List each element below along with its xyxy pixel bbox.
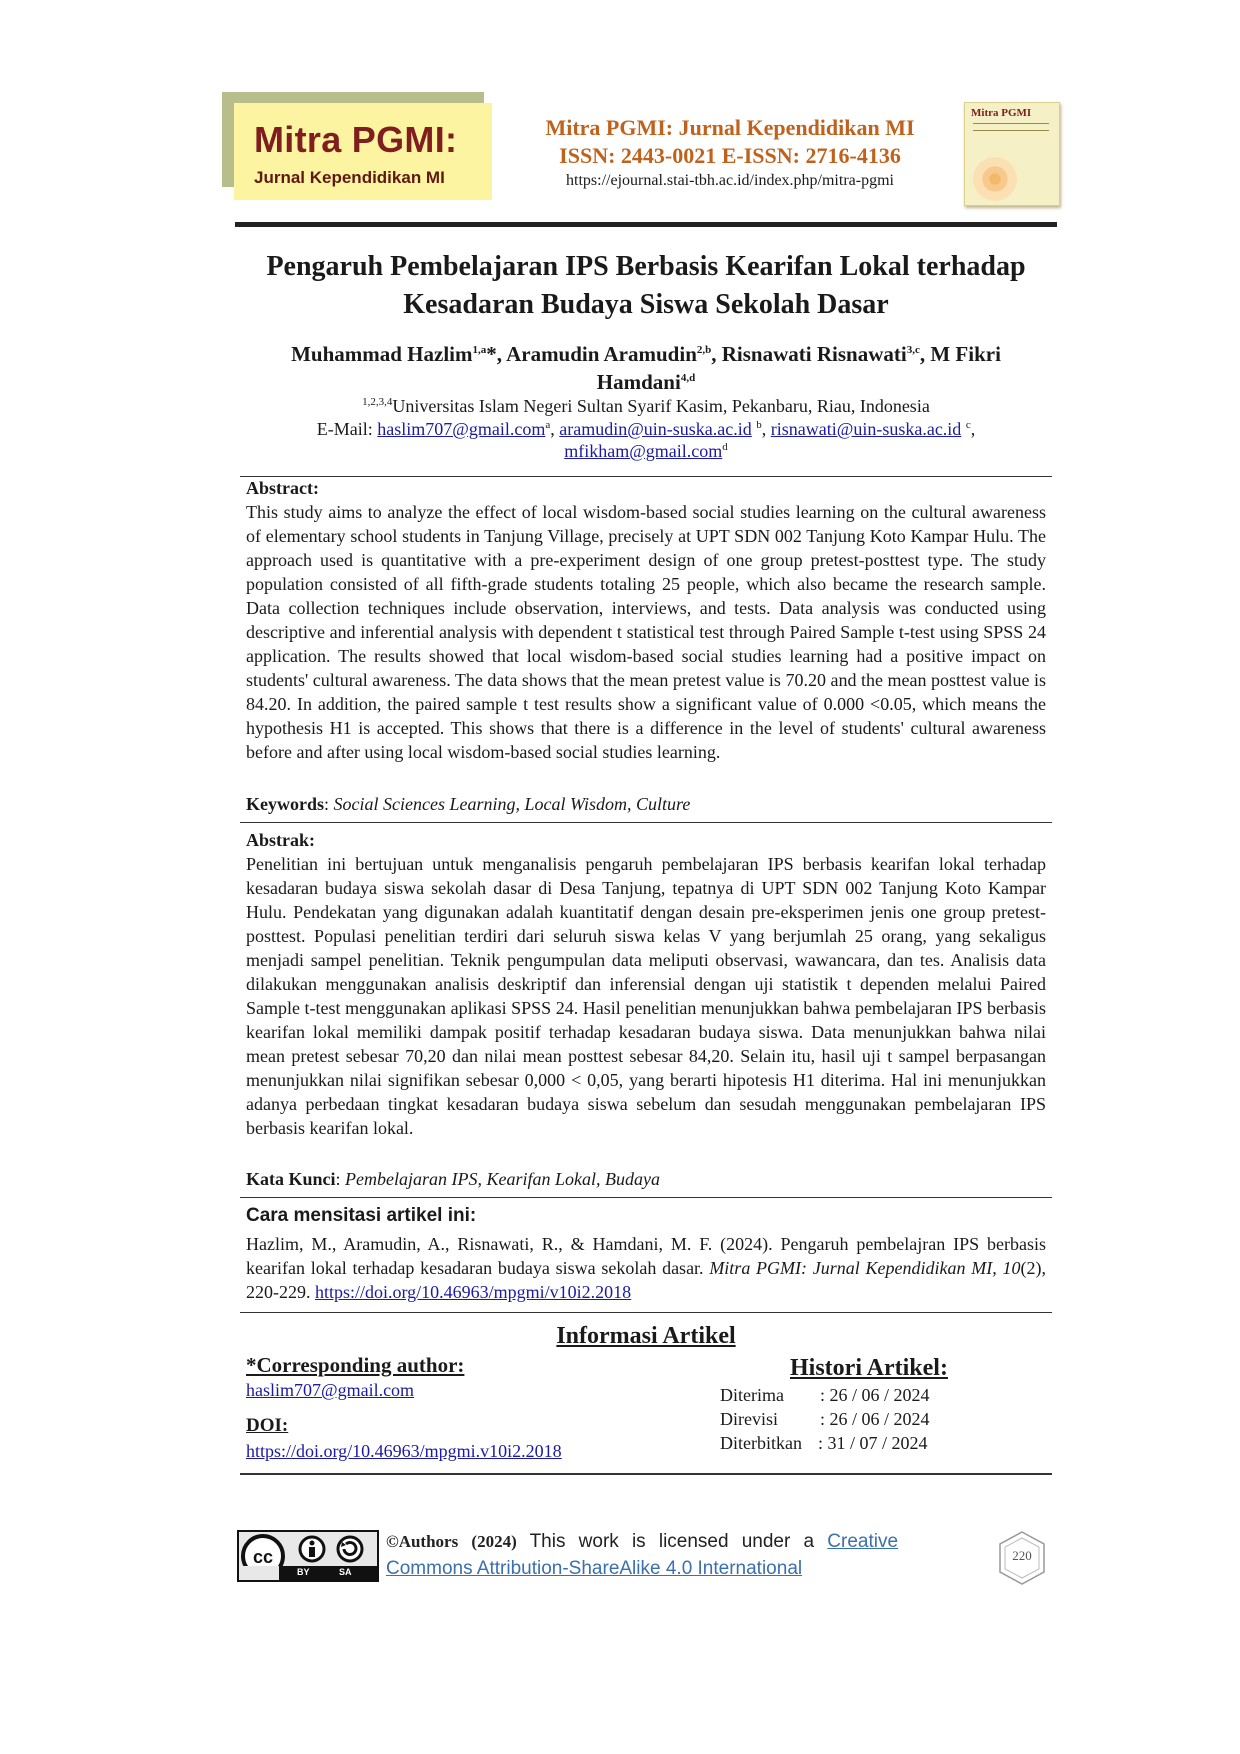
- email-list: [240, 418, 1052, 462]
- corresponding-mark: *: [486, 342, 497, 366]
- email-label: E-Mail:: [316, 419, 373, 439]
- history-value: : 26 / 06 / 2024: [820, 1409, 930, 1429]
- article-title: [230, 248, 1062, 324]
- keywords: Keywords: Social Sciences Learning, Local Wisdom, Culture: [246, 794, 691, 814]
- citation-body: Hazlim, M., Aramudin, A., Risnawati, R., & Hamdani, M. F. (2024). Pengaruh pembelajran IPS berbasis kearifan lokal terhadap kesadaran budaya siswa sekolah dasar.: [246, 1234, 1046, 1278]
- divider: [240, 1197, 1052, 1198]
- logo-subtitle: Jurnal Kependidikan MI: [254, 168, 445, 187]
- title-line-1: Pengaruh Pembelajaran IPS Berbasis Kearifan Lokal terhadap: [266, 251, 1026, 282]
- journal-cover-thumbnail: [964, 102, 1060, 206]
- kata-kunci: Kata Kunci: Pembelajaran IPS, Kearifan Lokal, Budaya: [246, 1169, 660, 1189]
- article-info-title: Informasi Artikel: [556, 1323, 736, 1349]
- abstrak-label: Abstrak:: [246, 830, 316, 850]
- logo-title: Mitra PGMI:: [254, 119, 458, 160]
- citation-text: [246, 1232, 1046, 1304]
- citation-doi-link[interactable]: https://doi.org/10.46963/mpgmi/v10i2.2018: [315, 1282, 632, 1302]
- header-divider: [235, 222, 1057, 227]
- history-value: : 26 / 06 / 2024: [820, 1385, 930, 1405]
- keywords-text: Social Sciences Learning, Local Wisdom, Culture: [333, 794, 691, 814]
- author-sup: 4,d: [680, 372, 696, 384]
- email-line-2: [240, 440, 1052, 462]
- page-number-badge: [992, 1530, 1052, 1586]
- history-label: Diterima: [720, 1385, 784, 1405]
- license-link-part1[interactable]: Creative: [827, 1531, 899, 1552]
- author-name: Risnawati Risnawati: [721, 342, 907, 366]
- history-label: Diterbitkan: [720, 1433, 802, 1453]
- cc-sa-label: SA: [339, 1567, 352, 1577]
- keywords-label: Keywords: [246, 794, 324, 814]
- email-link[interactable]: mfikham@gmail.com: [564, 441, 723, 461]
- divider: [240, 822, 1052, 823]
- abstrak-text: Penelitian ini bertujuan untuk menganalisis pengaruh pembelajaran IPS berbasis kearifan lokal terhadap kesadaran budaya siswa sekolah dasar di Desa Tanjung, tepatnya di UPT SDN 002 Tanjung Koto Kampar Hulu. Pendekatan yang digunakan adalah kuantitatif dengan desain pre-eksperimen jenis one group pretest-posttest. Populasi penelitian terdiri dari seluruh siswa kelas V yang berjumlah 25 orang, yang sekaligus menjadi sampel penelitian. Teknik pengumpulan data meliputi observasi, wawancara, dan tes. Analisis data dilakukan menggunakan analisis deskriptif dan inferensial dengan uji statistik t dependen melalui Paired Sample t-test menggunakan aplikasi SPSS 24. Hasil penelitian menunjukkan bahwa pembelajaran IPS berbasis kearifan lokal memiliki dampak positif terhadap kesadaran budaya siswa. Data menunjukkan bahwa nilai mean pretest sebesar 70,20 dan nilai mean posttest sebesar 84,20. Selain itu, hasil uji t sampel berpasangan menunjukkan nilai signifikan sebesar 0,000 < 0,05, yang berarti hipotesis H1 diterima. Hal ini menunjukkan adanya perbedaan tingkat kesadaran budaya siswa sebelum dan sesudah menggunakan pembelajaran IPS berbasis kearifan lokal.: [246, 854, 1046, 1138]
- cc-license-badge[interactable]: [237, 1530, 379, 1582]
- author-name: Muhammad Hazlim: [291, 342, 473, 366]
- author-line-2: [240, 368, 1052, 396]
- author-sup: 3,c: [906, 344, 920, 356]
- author-list: [240, 340, 1052, 396]
- history-value: : 31 / 07 / 2024: [818, 1433, 928, 1453]
- affiliation-text: Universitas Islam Negeri Sultan Syarif Kasim, Pekanbaru, Riau, Indonesia: [392, 396, 930, 416]
- journal-header: [510, 114, 950, 192]
- author-name: Aramudin Aramudin: [506, 342, 697, 366]
- email-line-1: E-Mail: haslim707@gmail.com$^a$, aramudin@uin-suska.ac.id $^b$, risnawati@uin-suska.ac.id $^c$,: [316, 419, 976, 439]
- cc-by-label: BY: [297, 1567, 310, 1577]
- citation-issue: (2), 220-229.: [246, 1258, 1046, 1302]
- author-name: M Fikri: [930, 342, 1001, 366]
- affiliation-sup: 1,2,3,4: [362, 396, 393, 408]
- journal-issn: ISSN: 2443-0021 E-ISSN: 2716-4136: [559, 143, 901, 168]
- abstract-label: Abstract:: [246, 478, 319, 498]
- journal-name: Mitra PGMI: Jurnal Kependidikan MI: [545, 115, 915, 140]
- divider: [240, 1473, 1052, 1475]
- journal-url[interactable]: https://ejournal.stai-tbh.ac.id/index.php/mitra-pgmi: [566, 172, 894, 189]
- divider: [240, 476, 1052, 477]
- kata-kunci-text: Pembelajaran IPS, Kearifan Lokal, Budaya: [345, 1169, 660, 1189]
- history-row-received: [720, 1385, 930, 1406]
- license-text: [386, 1528, 898, 1582]
- cc-label-bar: [279, 1566, 377, 1580]
- logo-panel: [234, 103, 492, 200]
- email-sup: a: [545, 419, 551, 431]
- title-line-2: Kesadaran Budaya Siswa Sekolah Dasar: [403, 289, 889, 320]
- email-sup: b: [756, 419, 762, 431]
- author-sup: 2,b: [696, 344, 712, 356]
- affiliation: [240, 395, 1052, 417]
- doi-link[interactable]: https://doi.org/10.46963/mpgmi.v10i2.2018: [246, 1441, 562, 1461]
- page-number: 220: [1012, 1548, 1032, 1563]
- history-title: Histori Artikel:: [790, 1355, 948, 1381]
- copyright-holder: ©Authors: [386, 1532, 459, 1551]
- journal-logo: [222, 92, 502, 204]
- citation-journal: Mitra PGMI: Jurnal Kependidikan MI, 10: [709, 1258, 1021, 1278]
- citation-label: Cara mensitasi artikel ini:: [246, 1205, 477, 1226]
- license-prefix: This work is licensed under a: [529, 1531, 815, 1552]
- doi-label: DOI:: [246, 1415, 289, 1436]
- email-sup: c: [965, 419, 971, 431]
- corresponding-label: *Corresponding author:: [246, 1353, 465, 1377]
- history-label: Direvisi: [720, 1409, 778, 1429]
- copyright-year: (2024): [471, 1532, 517, 1551]
- email-link[interactable]: haslim707@gmail.com: [377, 419, 546, 439]
- email-link[interactable]: aramudin@uin-suska.ac.id: [559, 419, 752, 439]
- history-row-revised: [720, 1409, 930, 1430]
- cover-decoration: [973, 123, 1049, 131]
- author-name: Hamdani: [596, 370, 681, 394]
- abstract-text: This study aims to analyze the effect of local wisdom-based social studies learning on the cultural awareness of elementary school students in Tanjung Village, precisely at UPT SDN 002 Tanjung Koto Kampar Hulu. The approach used is quantitative with a pre-experiment design of one group pretest-posttest type. The study population consisted of all fifth-grade students totaling 25 people, which also became the research sample. Data collection techniques include observation, interviews, and tests. Data analysis was conducted using descriptive and inferential analysis with dependent t statistical test through Paired Sample t-test using SPSS 24 application. The results showed that local wisdom-based social studies learning had a positive impact on students' cultural awareness. The data shows that the mean pretest value is 70.20 and the mean posttest value is 84.20. In addition, the paired sample t test results show a significant value of 0.000 <0.05, which means the hypothesis H1 is accepted. This shows that there is a difference in the level of students' cultural awareness before and after using local wisdom-based social studies learning.: [246, 502, 1046, 762]
- author-line-1: Muhammad Hazlim$^{1,a}$*, Aramudin Aramudin$^{2,b}$, Risnawati Risnawati$^{3,c}$, M Fikri: [291, 342, 1001, 366]
- cover-title: Mitra PGMI: [971, 107, 1032, 119]
- history-row-published: [720, 1433, 928, 1454]
- email-sup: d: [722, 441, 728, 453]
- cover-flower-icon: [973, 157, 1017, 201]
- email-link[interactable]: risnawati@uin-suska.ac.id: [770, 419, 962, 439]
- kata-kunci-label: Kata Kunci: [246, 1169, 336, 1189]
- cc-icons: [239, 1532, 377, 1566]
- divider: [240, 1312, 1052, 1313]
- corresponding-email-link[interactable]: haslim707@gmail.com: [246, 1380, 415, 1400]
- license-link-part2[interactable]: Commons Attribution-ShareAlike 4.0 International: [386, 1558, 803, 1579]
- svg-text:cc: cc: [252, 1547, 274, 1566]
- author-sup: 1,a: [472, 344, 487, 356]
